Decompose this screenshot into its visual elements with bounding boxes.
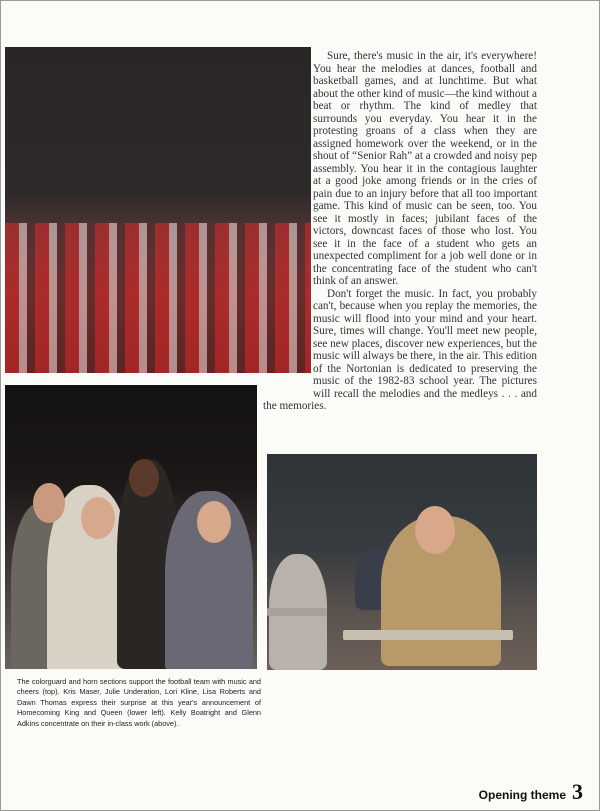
desk — [343, 630, 513, 640]
article-paragraph: Sure, there's music in the air, it's everywhere! You hear the melodies at dances, football and basketball games, and at lunchtime. But what about the other kind of music—the kind without a beat or rhythm. The kind of medley that surrounds you everyday. You hear it in the protesting groans of a class when they are assigned homework over the weekend, or in the shout of “Senior Rah” at a crowded and noisy pep assembly. You hear it in the contagious laughter at a good joke among friends or in the cries of pain due to an injury before that all too important game. This kind of music can be seen, too. You see it mostly in faces; jubilant faces of the victors, downcast faces of those who lost. You see it in the face of a student who gets an unexpected compliment for a job well done or in the concentrating face of the student who can't think of an answer. — [313, 50, 538, 287]
page-number: 3 — [572, 779, 583, 804]
face — [129, 459, 159, 497]
photo-caption: The colorguard and horn sections support the football team with music and cheers (top). Kris Maser, Julie Underation, Lori Kline, Lisa Roberts and Dawn Thomas express their surprise at this year's announcement of Homecoming King and Queen (lower left). Kelly Boatright and Glenn Adkins concentrate on their in-class work (above). — [17, 677, 261, 728]
section-label: Opening theme — [478, 788, 566, 802]
face — [197, 501, 231, 543]
photo-students-classwork — [267, 454, 537, 670]
article-paragraph: Don't forget the music. In fact, you probably can't, because when you replay the memories, the music will flood into your mind and your heart. Sure, times will change. You'll meet new people, see new places, discover new experiences, but the music will always be there, in the air. This edition of the Nortonian is dedicated to preserving the music of the 1982-83 school year. The pictures will recall the melodies and the medleys . . . and the memories. — [263, 287, 537, 412]
photo-homecoming-students — [5, 385, 257, 669]
page-footer — [479, 779, 583, 805]
desk — [267, 608, 327, 616]
face — [415, 506, 455, 554]
article-body — [263, 50, 537, 413]
face — [33, 483, 65, 523]
face — [81, 497, 115, 539]
text-wrap-spacer — [263, 50, 313, 388]
